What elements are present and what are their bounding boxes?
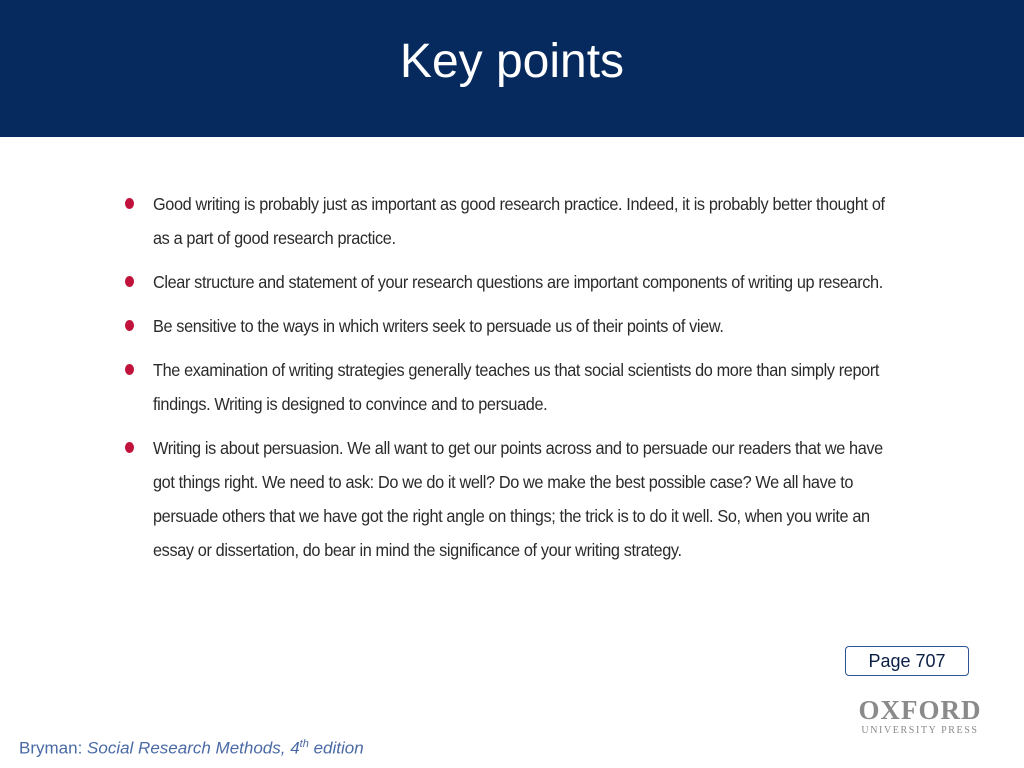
footer-separator: ,: [280, 738, 291, 758]
logo-subtitle: UNIVERSITY PRESS: [861, 725, 979, 736]
footer-book-title: Social Research Methods: [87, 738, 281, 758]
list-item: [110, 187, 910, 255]
list-item: [110, 309, 910, 343]
bullet-dot-icon: [125, 442, 134, 453]
list-item: [110, 353, 910, 421]
footer-edition-word: edition: [308, 738, 364, 758]
list-item: [110, 431, 910, 567]
footer-author: Bryman:: [19, 738, 88, 758]
footer-edition-suffix: th: [299, 738, 309, 750]
list-item: [110, 265, 910, 299]
slide-title: Key points: [399, 35, 625, 88]
bullet-dot-icon: [125, 198, 134, 209]
footer-citation: [19, 733, 364, 760]
bullet-text: Be sensitive to the ways in which writers seek to persuade us of their points of view.: [153, 316, 724, 336]
title-bar: [0, 0, 1024, 137]
page-reference-button[interactable]: Page 707: [845, 646, 969, 676]
key-points-list: [110, 187, 910, 577]
oxford-logo: [850, 695, 990, 737]
bullet-dot-icon: [125, 364, 134, 375]
bullet-text: The examination of writing strategies generally teaches us that social scientists do more than simply report findings. Writing is designed to convince and to persuade.: [153, 360, 880, 414]
bullet-text: Clear structure and statement of your research questions are important components of writing up research.: [153, 272, 883, 292]
bullet-text: Writing is about persuasion. We all want to get our points across and to persuade our readers that we have got things right. We need to ask: Do we do it well? Do we make the best possible case? We all have to persuade others that we have got the right angle on things; the trick is to do it well. So, when you write an essay or dissertation, do bear in mind the significance of your writing strategy.: [153, 438, 883, 560]
bullet-dot-icon: [125, 276, 134, 287]
bullet-dot-icon: [125, 320, 134, 331]
bullet-text: Good writing is probably just as important as good research practice. Indeed, it is probably better thought of as a part of good research practice.: [153, 194, 885, 248]
logo-name: OXFORD: [858, 695, 982, 725]
footer-edition-number: 4: [290, 738, 300, 758]
